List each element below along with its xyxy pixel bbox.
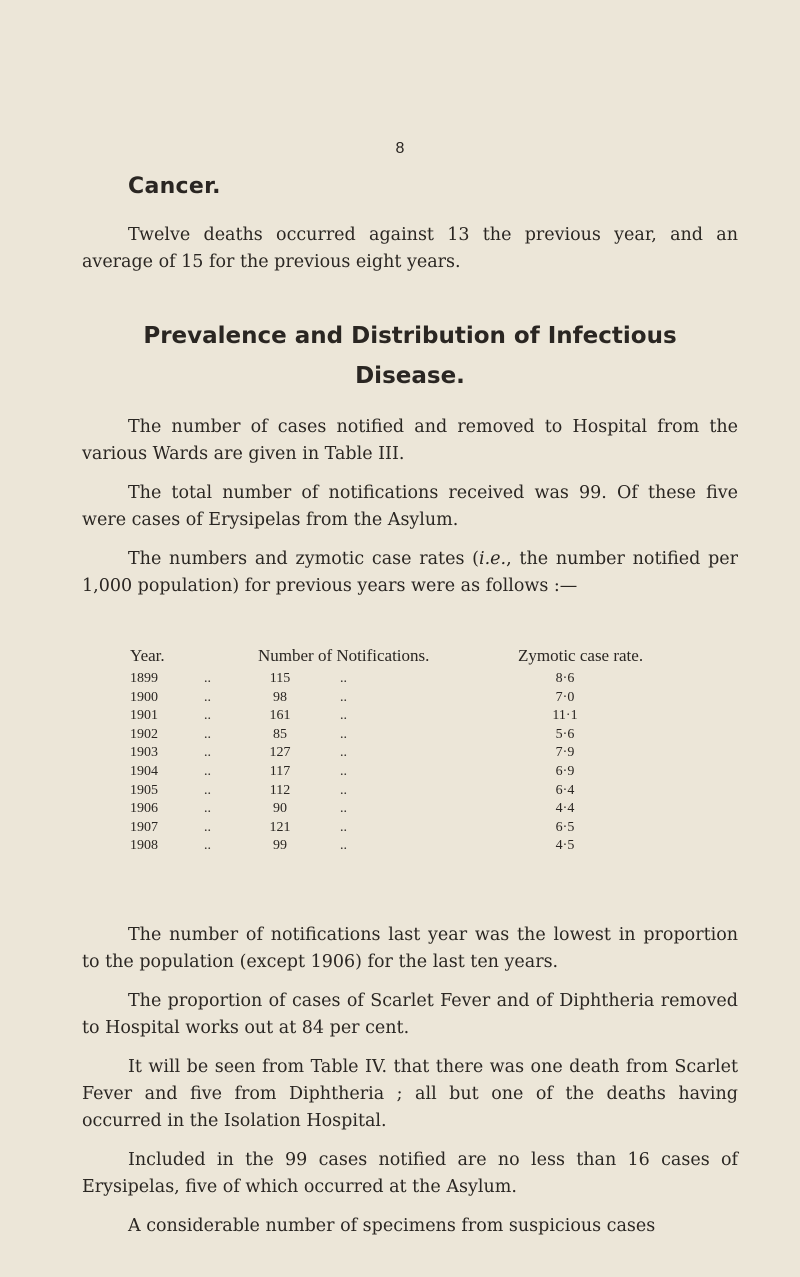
cell-year: 1907 xyxy=(130,819,158,835)
leader-dots: .. xyxy=(204,708,211,724)
leader-dots: .. xyxy=(340,819,347,835)
section-heading-cancer: Cancer. xyxy=(128,174,221,199)
cell-year: 1902 xyxy=(130,726,158,742)
table-row xyxy=(130,782,690,801)
cell-year: 1905 xyxy=(130,782,158,798)
header-year: Year. xyxy=(130,646,165,665)
paragraph-proportion xyxy=(82,988,738,1042)
cell-notifications: 112 xyxy=(269,782,291,798)
leader-dots: .. xyxy=(340,782,347,798)
table-body xyxy=(130,670,690,856)
cancer-paragraph xyxy=(82,222,738,276)
cell-notifications: 90 xyxy=(273,801,287,817)
cell-rate: 6·4 xyxy=(555,782,575,798)
table-row xyxy=(130,800,690,819)
leader-dots: .. xyxy=(340,801,347,817)
cell-notifications: 99 xyxy=(273,838,287,854)
leader-dots: .. xyxy=(204,671,211,686)
paragraph-total-notifications xyxy=(82,480,738,534)
header-notifications: Number of Notifications. xyxy=(258,646,430,665)
cell-rate: 8·6 xyxy=(555,671,575,686)
cell-year: 1903 xyxy=(130,745,158,761)
cell-notifications: 121 xyxy=(269,819,291,835)
cell-year: 1901 xyxy=(130,708,158,724)
page-number: 8 xyxy=(395,140,405,157)
leader-dots: .. xyxy=(204,745,211,761)
leader-dots: .. xyxy=(204,689,211,705)
cell-notifications: 117 xyxy=(269,763,291,779)
table-row xyxy=(130,819,690,838)
cancer-text: Twelve deaths occurred against 13 the previous year, and an average of 15 for the previous eight years. xyxy=(82,225,738,272)
leader-dots: .. xyxy=(340,726,347,742)
leader-dots: .. xyxy=(340,671,347,686)
heading-line-1: Prevalence and Distribution of Infectious xyxy=(143,323,677,349)
paragraph-specimens xyxy=(82,1213,738,1240)
cell-rate: 6·9 xyxy=(555,763,575,779)
paragraph-text-italic: i.e. xyxy=(479,549,507,569)
cell-rate: 7·9 xyxy=(555,745,575,761)
cell-rate: 4·5 xyxy=(555,838,575,854)
paragraph-erysipelas xyxy=(82,1147,738,1201)
leader-dots: .. xyxy=(340,838,347,854)
leader-dots: .. xyxy=(340,763,347,779)
leader-dots: .. xyxy=(204,782,211,798)
cell-rate: 5·6 xyxy=(555,726,575,742)
notifications-table xyxy=(130,646,690,856)
leader-dots: .. xyxy=(204,726,211,742)
paragraph-text: The proportion of cases of Scarlet Fever and of Diphtheria removed to Hospital works out at 84 per cent. xyxy=(82,991,738,1038)
paragraph-text-end: , the number notified per 1,000 population) for previous years were as follows :— xyxy=(82,549,739,596)
cell-notifications: 115 xyxy=(269,671,291,686)
paragraph-text: A considerable number of specimens from suspicious cases xyxy=(128,1216,656,1236)
leader-dots: .. xyxy=(340,745,347,761)
leader-dots: .. xyxy=(340,689,347,705)
cell-rate: 7·0 xyxy=(555,689,575,705)
paragraph-text: The number of cases notified and removed to Hospital from the various Wards are given in Table III. xyxy=(82,417,738,464)
cell-notifications: 85 xyxy=(273,726,287,742)
cell-year: 1899 xyxy=(130,671,158,686)
leader-dots: .. xyxy=(340,708,347,724)
table-row xyxy=(130,763,690,782)
leader-dots: .. xyxy=(204,819,211,835)
cell-notifications: 161 xyxy=(269,708,291,724)
paragraph-deaths xyxy=(82,1054,738,1135)
cell-year: 1904 xyxy=(130,763,158,779)
table-row xyxy=(130,707,690,726)
paragraph-zymotic-intro xyxy=(82,546,738,600)
cell-notifications: 98 xyxy=(273,689,287,705)
paragraph-text: It will be seen from Table IV. that there was one death from Scarlet Fever and five from Diphtheria ; all but one of the deaths having occurred in the Isolation Hospital. xyxy=(82,1057,738,1131)
section-heading-infectious xyxy=(82,316,738,396)
header-rate: Zymotic case rate. xyxy=(518,646,644,665)
cell-notifications: 127 xyxy=(269,745,291,761)
table-row xyxy=(130,837,690,856)
table-row xyxy=(130,670,690,689)
paragraph-text: Included in the 99 cases notified are no less than 16 cases of Erysipelas, five of which occurred at the Asylum. xyxy=(82,1150,738,1197)
cell-year: 1906 xyxy=(130,801,158,817)
heading-line-2: Disease. xyxy=(355,363,465,389)
leader-dots: .. xyxy=(204,801,211,817)
paragraph-text: The total number of notifications received was 99. Of these five were cases of Erysipelas from the Asylum. xyxy=(82,483,738,530)
cell-rate: 11·1 xyxy=(552,708,578,724)
cell-rate: 4·4 xyxy=(555,801,575,817)
table-row xyxy=(130,726,690,745)
paragraph-text: The number of notifications last year was the lowest in proportion to the population (except 1906) for the last ten years. xyxy=(82,925,738,972)
table-row xyxy=(130,689,690,708)
cell-year: 1900 xyxy=(130,689,158,705)
paragraph-text-start: The numbers and zymotic case rates ( xyxy=(128,549,480,569)
paragraph-table-iii xyxy=(82,414,738,468)
leader-dots: .. xyxy=(204,838,211,854)
paragraph-lowest xyxy=(82,922,738,976)
table-row xyxy=(130,744,690,763)
leader-dots: .. xyxy=(204,763,211,779)
table-header xyxy=(130,646,690,670)
cell-year: 1908 xyxy=(130,838,158,854)
cell-rate: 6·5 xyxy=(555,819,575,835)
